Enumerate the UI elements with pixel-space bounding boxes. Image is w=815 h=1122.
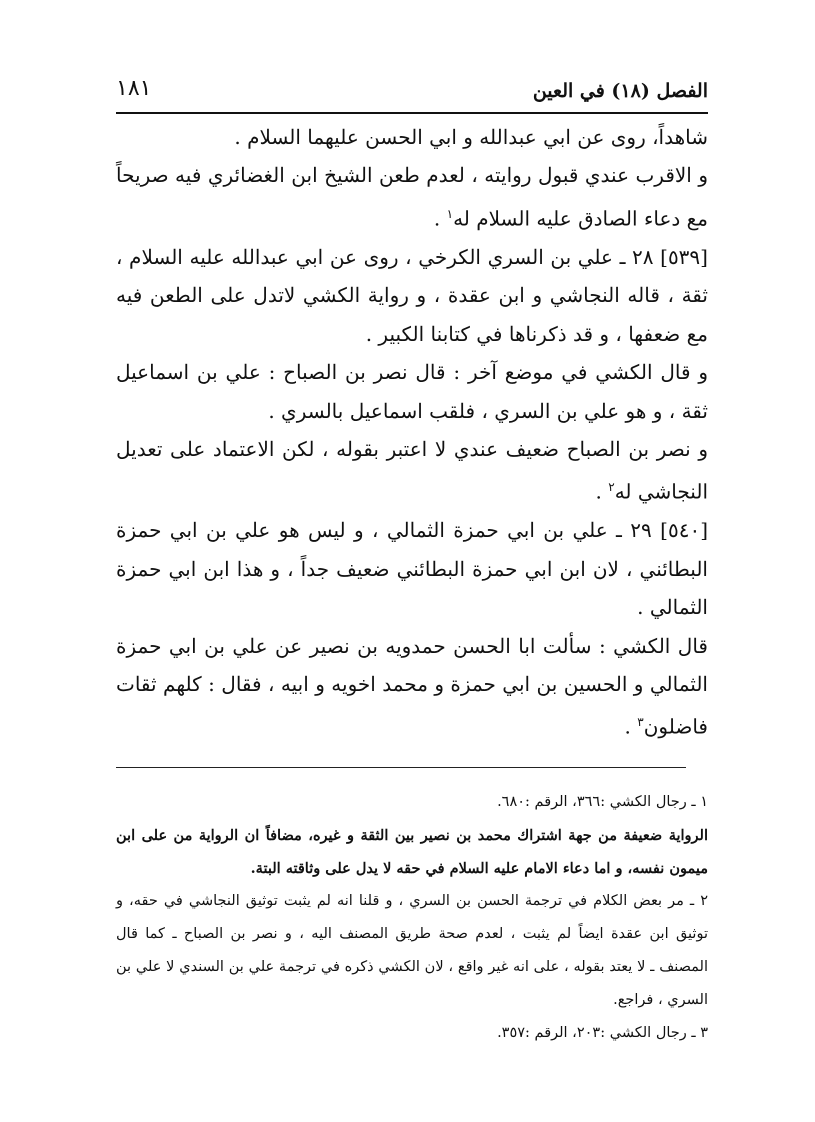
paragraph-2	[116, 156, 708, 237]
paragraph-3-entry-539: [٥٣٩] ٢٨ ـ علي بن السري الكرخي ، روى عن ابي عبدالله عليه السلام ، ثقة ، قاله النجاشي و ابن عقدة ، و رواية الكشي لاتدل على الطعن فيه مع ضعفها ، و قد ذكرناها في كتابنا الكبير .	[116, 244, 708, 346]
paragraph-5-end: .	[595, 479, 609, 504]
paragraph-7	[116, 627, 708, 747]
paragraph-7-end: .	[624, 715, 638, 740]
footnote-2: ٢ ـ مر بعض الكلام في ترجمة الحسن بن السري ، و قلنا انه لم يثبت توثيق النجاشي في حقه، و توثيق ابن عقدة ايضاً لم يثبت ، لعدم صحة طريق المصنف اليه ، و نصر بن الصباح ـ كما قال المصنف ـ لا يعتد بقوله ، على انه غير واقع ، لان الكشي ذكره في ترجمة علي بن السندي لا علي بن السري ، فراجع.	[116, 893, 708, 1008]
page-header	[116, 70, 708, 114]
footnote-1-note: الرواية ضعيفة من جهة اشتراك محمد بن نصير بين الثقة و غيره، مضافاً ان الرواية من على ابن ميمون نفسه، و اما دعاء الامام عليه السلام في حقه لا يدل على وثاقته البتة.	[116, 827, 708, 877]
paragraph-2-text: و الاقرب عندي قبول روايته ، لعدم طعن الشيخ ابن الغضائري فيه صريحاً مع دعاء الصادق عليه السلام له	[116, 163, 708, 231]
paragraph-5-text: و نصر بن الصباح ضعيف عندي لا اعتبر بقوله ، لكن الاعتماد على تعديل النجاشي له	[116, 436, 708, 504]
running-title: الفصل (١٨) في العين	[532, 80, 708, 102]
footnotes	[116, 786, 708, 1050]
paragraph-1: شاهداً، روى عن ابي عبدالله و ابي الحسن عليهما السلام .	[234, 125, 708, 149]
paragraph-7-text: قال الكشي : سألت ابا الحسن حمدويه بن نصير عن علي بن ابي حمزة الثمالي و الحسين بن ابي حمزة و محمد اخويه و ابيه ، فقال : كلهم ثقات فاضلون	[116, 633, 708, 740]
paragraph-6-entry-540: [٥٤٠] ٢٩ ـ علي بن ابي حمزة الثمالي ، و ليس هو علي بن ابي حمزة البطائني ، لان ابن ابي حمزة البطائني ضعيف جداً ، و هذا ابن ابي حمزة الثمالي .	[116, 518, 708, 620]
main-text	[116, 118, 708, 746]
footnote-ref-2: ٢	[608, 480, 615, 495]
footnote-separator	[116, 767, 686, 768]
footnote-ref-1: ١	[446, 206, 454, 221]
paragraph-5	[116, 430, 708, 511]
paragraph-2-end: .	[433, 206, 447, 231]
header-rule	[116, 112, 708, 114]
page-number: ١٨١	[116, 76, 152, 101]
footnote-3: ٣ ـ رجال الكشي :٢٠٣، الرقم :٣٥٧.	[497, 1025, 708, 1041]
footnote-ref-3: ٣	[637, 715, 644, 730]
footnote-1: ١ ـ رجال الكشي :٣٦٦، الرقم :٦٨٠.	[497, 794, 708, 810]
paragraph-4: و قال الكشي في موضع آخر : قال نصر بن الصباح : علي بن اسماعيل ثقة ، و هو علي بن السري ، فلقب اسماعيل بالسري .	[116, 360, 708, 423]
